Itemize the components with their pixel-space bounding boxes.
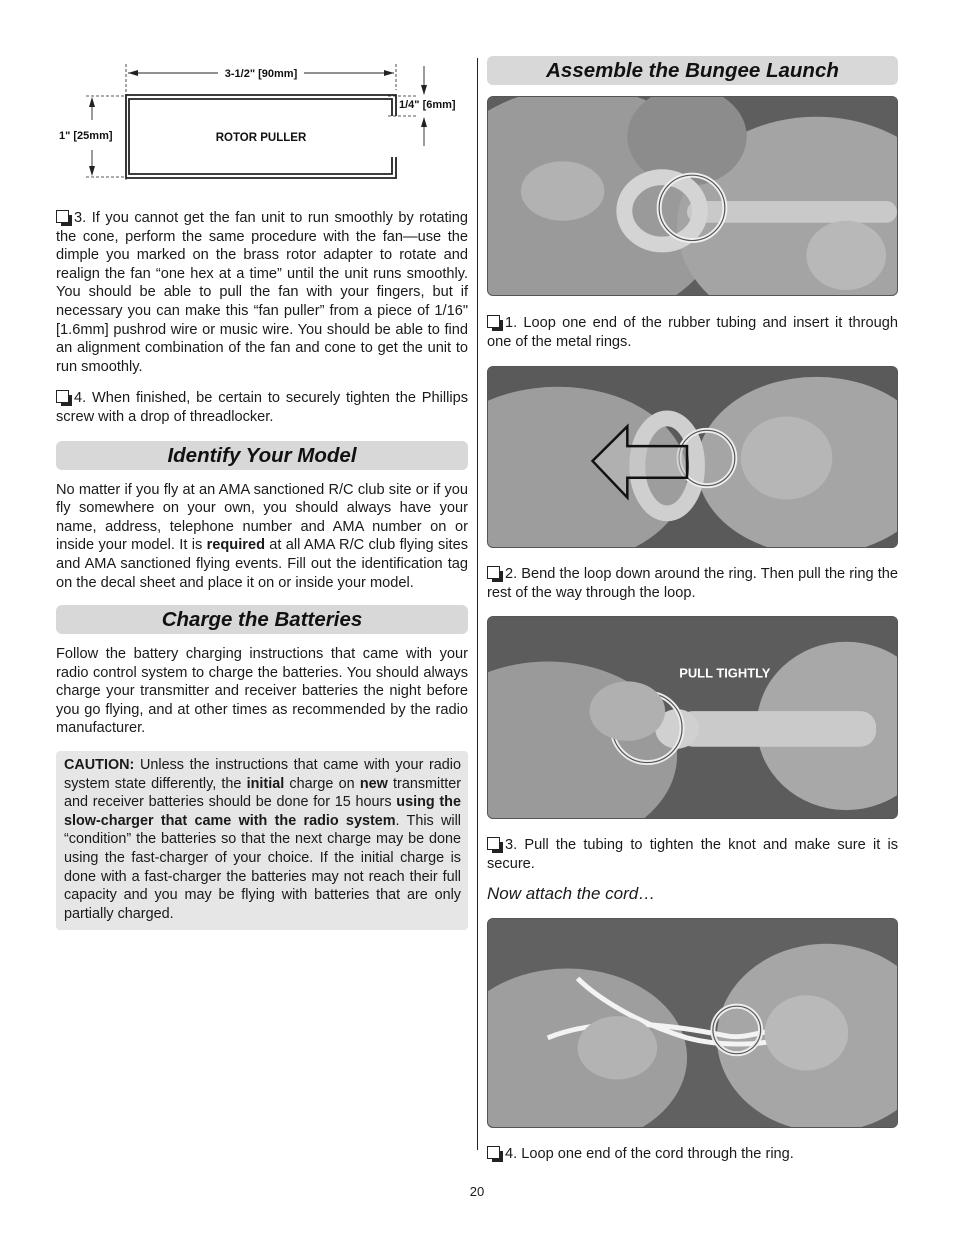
column-divider (477, 58, 478, 1150)
step-4-text: 4. When finished, be certain to securely tighten the Phillips screw with a drop of threadlocker. (56, 390, 468, 425)
caution-label: CAUTION: (64, 757, 135, 774)
caution-bold-3: using the slow-charger that came with the radio system (64, 794, 461, 829)
bungee-step-1 (487, 314, 898, 351)
bungee-step-4-text: 4. Loop one end of the cord through the ring. (505, 1145, 794, 1162)
identify-text-a: No matter if you fly at an AMA sanctioned R/C club site or if you fly somewhere on your own, you should always have your name, address, telephone number and AMA number on or inside your model. It is (56, 481, 468, 554)
lip-dimension-label: 1/4" [6mm] (399, 99, 456, 111)
page-number: 20 (469, 1184, 485, 1199)
checkbox-icon[interactable] (56, 210, 69, 223)
caution-text-2: charge on (284, 775, 360, 792)
caution-text-1: Unless the instructions that came with your radio system state differently, the (64, 757, 461, 792)
photo-cord-loop (487, 918, 898, 1128)
identify-model-heading: Identify Your Model (56, 441, 468, 470)
photo-loop-tubing (487, 96, 898, 296)
charge-batteries-heading: Charge the Batteries (56, 605, 468, 634)
bungee-step-3 (487, 836, 898, 873)
checkbox-icon[interactable] (487, 566, 500, 579)
step-3-paragraph (56, 209, 468, 376)
bungee-step-3-text: 3. Pull the tubing to tighten the knot and make sure it is secure. (487, 837, 898, 872)
bungee-step-1-text: 1. Loop one end of the rubber tubing and insert it through one of the metal rings. (487, 315, 898, 350)
right-column (487, 56, 898, 1163)
rotor-puller-label: ROTOR PULLER (215, 132, 307, 144)
checkbox-icon[interactable] (487, 837, 500, 850)
checkbox-icon[interactable] (487, 315, 500, 328)
identify-text-bold: required (206, 537, 265, 554)
checkbox-icon[interactable] (56, 390, 69, 403)
caution-bold-1: initial (246, 775, 285, 792)
identify-text-b: at all AMA R/C club flying sites and AMA sanctioned flying events. Fill out the identification tag on the decal sheet and place it on or inside your model. (56, 537, 469, 591)
photo-bend-loop (487, 366, 898, 548)
photo-pull-tightly (487, 616, 898, 819)
pull-tightly-overlay: PULL TIGHTLY (679, 665, 771, 681)
left-column (56, 209, 468, 930)
caution-text-4: . This will “condition” the batteries so that the next charge may be done using the fast-charger of your choice. If the initial charge is done with a fast-charger the batteries may not reach their full capacity and you may be flying with batteries that are only partially charged. (64, 812, 462, 922)
step-4-paragraph (56, 389, 468, 426)
rotor-puller-drawing (56, 60, 468, 185)
identify-model-paragraph (56, 481, 468, 593)
width-dimension-label: 3-1/2" [90mm] (224, 68, 298, 80)
bungee-step-2-text: 2. Bend the loop down around the ring. Then pull the ring the rest of the way through the loop. (487, 566, 898, 601)
bungee-launch-heading: Assemble the Bungee Launch (487, 56, 898, 85)
caution-text-3: transmitter and receiver batteries should be done for 15 hours (64, 775, 461, 811)
caution-box (56, 751, 468, 930)
bungee-step-2 (487, 565, 898, 602)
bungee-step-4 (487, 1145, 898, 1164)
height-dimension-label: 1" [25mm] (59, 130, 113, 142)
attach-cord-line: Now attach the cord… (487, 883, 656, 903)
rotor-puller-diagram (56, 60, 468, 185)
checkbox-icon[interactable] (487, 1146, 500, 1159)
caution-bold-2: new (359, 775, 388, 792)
step-3-text: 3. If you cannot get the fan unit to run smoothly by rotating the cone, perform the same procedure with the fan—use the dimple you marked on the brass rotor adapter to rotate and realign the fan “one hex at a time” until the unit runs smoothly. You should be able to pull the fan with your fingers, but if necessary you can make this “fan puller” from a piece of 1/16" [1.6mm] pushrod wire or music wire. You should be able to find an alignment combination of the fan and cone to get the unit to run smoothly. (56, 210, 468, 375)
charge-batteries-paragraph: Follow the battery charging instructions that came with your radio control system to charge the batteries. You should always charge your transmitter and receiver batteries the night before you go flying, and at other times as recommended by the radio manufacturer. (56, 646, 468, 737)
